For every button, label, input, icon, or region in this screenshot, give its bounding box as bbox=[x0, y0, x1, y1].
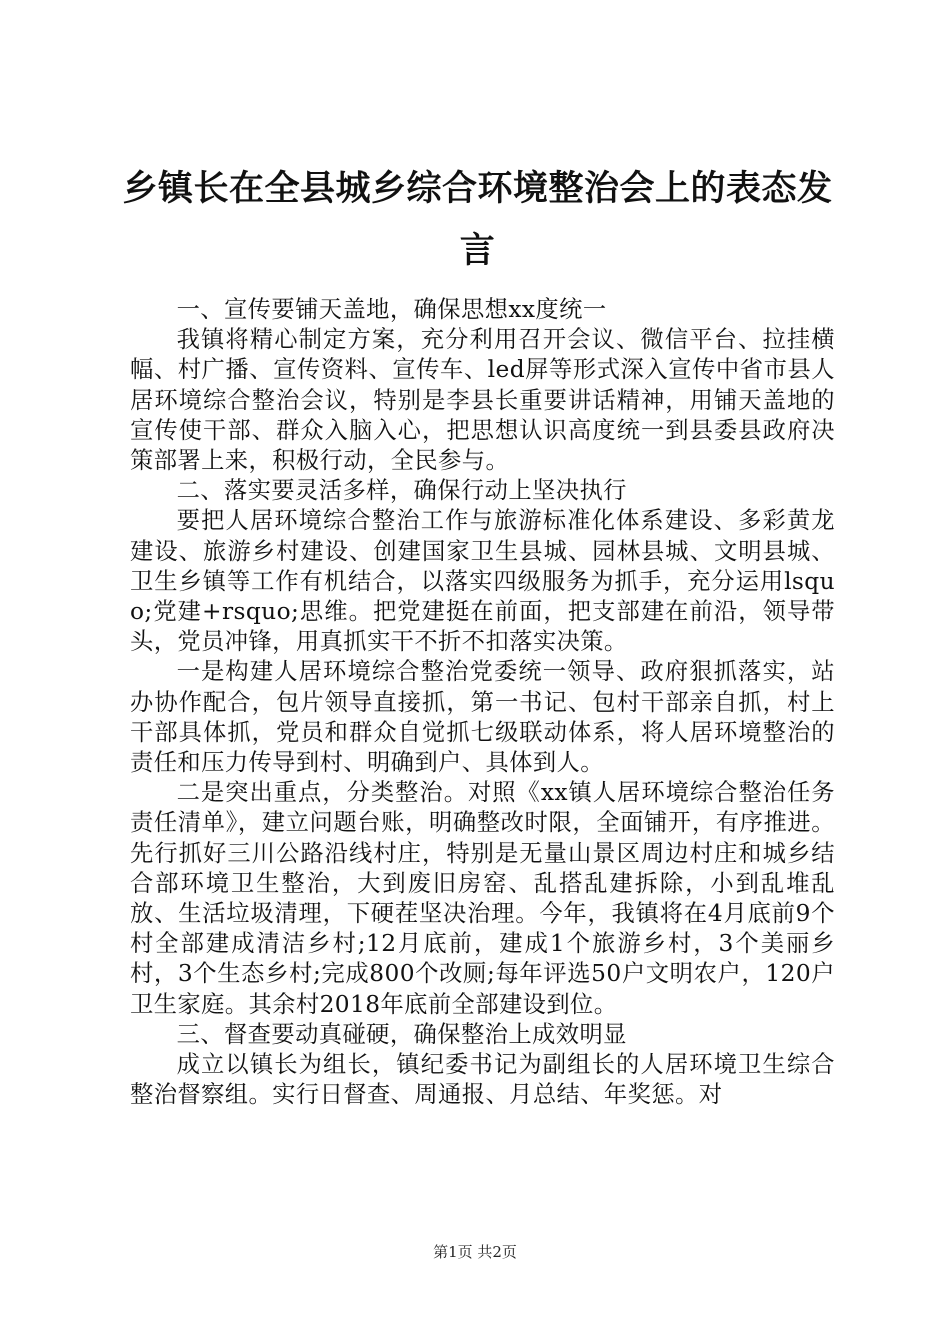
body-paragraph-5: 成立以镇长为组长，镇纪委书记为副组长的人居环境卫生综合整治督察组。实行日督查、周通报、月总结、年奖惩。对 bbox=[130, 1051, 835, 1109]
page-footer: 第1页 共2页 bbox=[433, 1243, 517, 1261]
body-paragraph-2: 要把人居环境综合整治工作与旅游标准化体系建设、多彩黄龙建设、旅游乡村建设、创建国家卫生县城、园林县城、文明县城、卫生乡镇等工作有机结合，以落实四级服务为抓手，充分运用lsquo;党建+rsquo;思维。把党建挺在前面，把支部建在前沿，领导带头，党员冲锋，用真抓实干不折不扣落实决策。 bbox=[130, 507, 835, 656]
body-paragraph-1: 我镇将精心制定方案，充分利用召开会议、微信平台、拉挂横幅、村广播、宣传资料、宣传车、led屏等形式深入宣传中省市县人居环境综合整治会议，特别是李县长重要讲话精神，用铺天盖地的宣传使干部、群众入脑入心，把思想认识高度统一到县委县政府决策部署上来，积极行动，全民参与。 bbox=[130, 326, 835, 475]
document-body bbox=[130, 295, 835, 1110]
document-title: 乡镇长在全县城乡综合环境整治会上的表态发言 bbox=[122, 168, 833, 271]
body-paragraph-4: 二是突出重点，分类整治。对照《xx镇人居环境综合整治任务责任清单》，建立问题台账，明确整改时限，全面铺开，有序推进。先行抓好三川公路沿线村庄，特别是无量山景区周边村庄和城乡结合部环境卫生整治，大到废旧房窑、乱搭乱建拆除，小到乱堆乱放、生活垃圾清理，下硬茬坚决治理。今年，我镇将在4月底前9个村全部建成清洁乡村;12月底前，建成1个旅游乡村，3个美丽乡村，3个生态乡村;完成800个改厕;每年评选50户文明农户，120户卫生家庭。其余村2018年底前全部建设到位。 bbox=[130, 779, 835, 1018]
section-heading-1: 一、宣传要铺天盖地，确保思想xx度统一 bbox=[176, 296, 607, 323]
body-paragraph-3: 一是构建人居环境综合整治党委统一领导、政府狠抓落实，站办协作配合，包片领导直接抓，第一书记、包村干部亲自抓，村上干部具体抓，党员和群众自觉抓七级联动体系，将人居环境整治的责任和压力传导到村、明确到户、具体到人。 bbox=[130, 658, 835, 777]
section-heading-2: 二、落实要灵活多样，确保行动上坚决执行 bbox=[176, 477, 627, 505]
section-heading-3: 三、督查要动真碰硬，确保整治上成效明显 bbox=[176, 1020, 627, 1048]
